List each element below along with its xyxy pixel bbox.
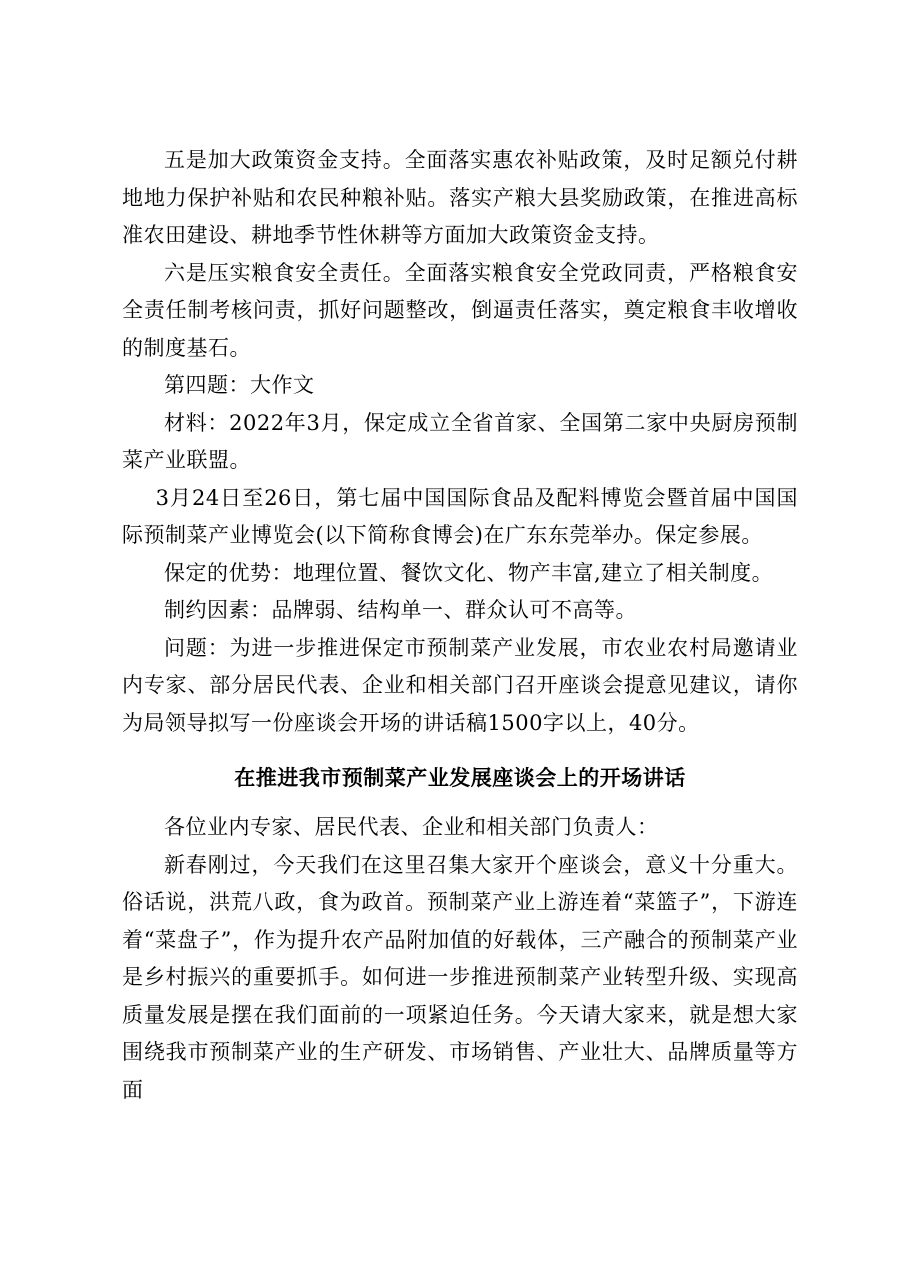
paragraph-salutation: 各位业内专家、居民代表、企业和相关部门负责人：	[164, 815, 659, 839]
paragraph-policy-funding: 五是加大政策资金支持。全面落实惠农补贴政策，及时足额兑付耕地地力保护补贴和农民种粮补贴。落实产粮大县奖励政策，在推进高标准农田建设、耕地季节性休耕等方面加大政策资金支持。	[122, 148, 798, 247]
paragraph-opening: 新春刚过，今天我们在这里召集大家开个座谈会，意义十分重大。俗话说，洪荒八政，食为政首。预制菜产业上游连着“菜篮子”，下游连着“菜盘子”，作为提升农产品附加值的好载体，三产融合的预制菜产业是乡村振兴的重要抓手。如何进一步推进预制菜产业转型升级、实现高质量发展是摆在我们面前的一项紧迫任务。今天请大家来，就是想大家围绕我市预制菜产业的生产研发、市场销售、产业壮大、品牌质量等方面	[122, 852, 798, 1102]
speech-title: 在推进我市预制菜产业发展座谈会上的开场讲话	[234, 766, 686, 790]
paragraph-expo: 3月24日至26日，第七届中国国际食品及配料博览会暨首届中国国际预制菜产业博览会(以下简称食博会)在广东东莞举办。保定参展。	[122, 485, 798, 547]
paragraph-material: 材料：2022年3月，保定成立全省首家、全国第二家中央厨房预制菜产业联盟。	[122, 410, 798, 472]
paragraph-grain-security: 六是压实粮食安全责任。全面落实粮食安全党政同责，严格粮食安全责任制考核问责，抓好问题整改，倒逼责任落实，奠定粮食丰收增收的制度基石。	[122, 260, 798, 360]
paragraph-constraints: 制约因素：品牌弱、结构单一、群众认可不高等。	[164, 598, 637, 622]
document-page	[122, 142, 798, 1109]
paragraph-advantages: 保定的优势：地理位置、餐饮文化、物产丰富,建立了相关制度。	[164, 560, 774, 585]
paragraph-question: 问题：为进一步推进保定市预制菜产业发展，市农业农村局邀请业内专家、部分居民代表、企业和相关部门召开座谈会提意见建议，请你为局领导拟写一份座谈会开场的讲话稿1500字以上，40分。	[122, 635, 798, 735]
paragraph-question-four: 第四题：大作文	[164, 373, 315, 397]
